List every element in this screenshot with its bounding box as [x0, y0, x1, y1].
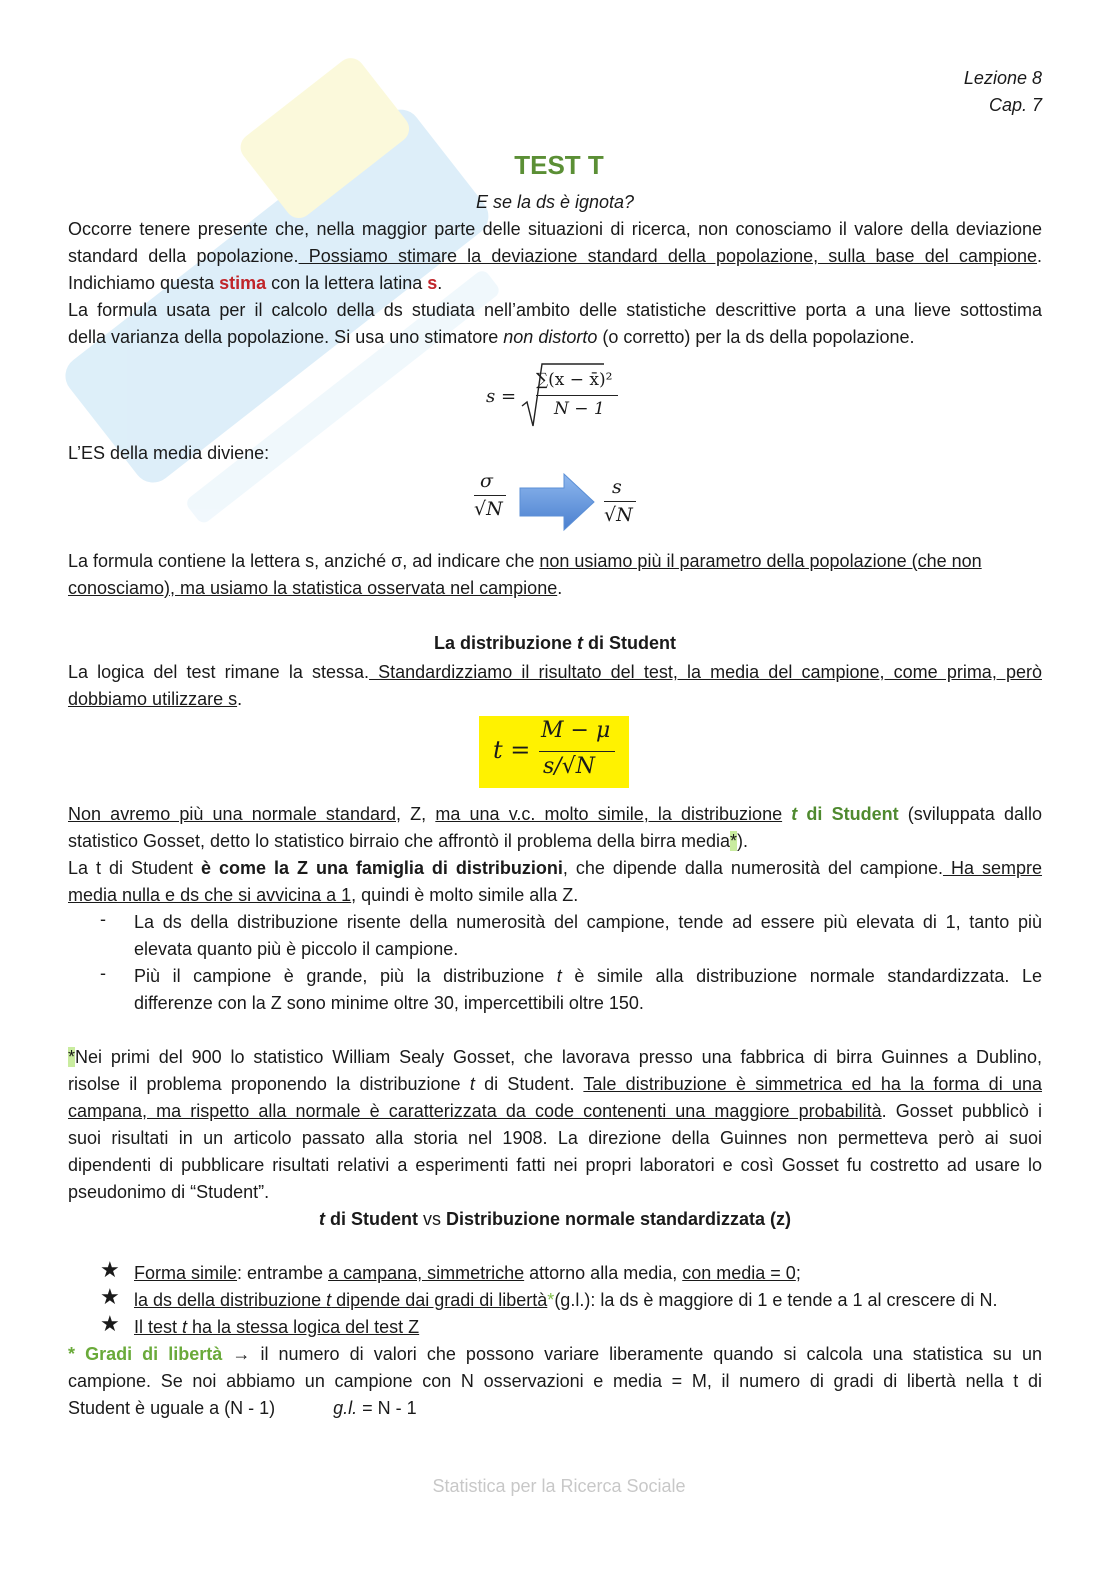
p3-line-2	[68, 686, 1042, 713]
dash-bullet-icon: -	[100, 963, 106, 983]
star-item-1	[134, 1260, 1042, 1287]
bullet-1-line-2: elevata quanto più è piccolo il campione.	[134, 939, 459, 959]
underlined-text: a campana, simmetriche	[328, 1263, 525, 1283]
formula-t-statistic	[479, 716, 629, 788]
text-run	[782, 804, 791, 824]
text-run: .	[1036, 246, 1042, 266]
star-bullet-icon: ★	[100, 1311, 120, 1336]
fraction-bar	[604, 501, 636, 502]
p4-line-4	[68, 882, 1042, 909]
text-run: vs	[417, 1209, 446, 1229]
page-title: TEST T	[514, 150, 604, 180]
comparison-heading	[68, 1206, 1042, 1233]
text-run: Student è uguale a (N - 1)	[68, 1398, 276, 1418]
text-run: = N - 1	[357, 1398, 417, 1418]
underlined-text: campana, ma rispetto alla normale è caratterizzata da code contenenti una maggiore probabilità	[68, 1101, 882, 1121]
text-run: .	[237, 689, 243, 709]
footnote-marker: *	[547, 1290, 555, 1310]
es-right-numerator: s	[612, 476, 622, 498]
text-run: (o corretto) per la ds della popolazione.	[597, 327, 915, 347]
text-run: è simile alla distribuzione normale standardizzata. Le	[561, 966, 1043, 986]
italic-text: t	[577, 633, 583, 653]
text-run: di Student	[583, 633, 676, 653]
text-run: attorno alla media,	[524, 1263, 683, 1283]
formula-lhs: t =	[493, 736, 531, 764]
gdl-line-1	[68, 1341, 1042, 1368]
gdl-line-3	[68, 1395, 1042, 1422]
p1-line-5	[68, 324, 1042, 351]
text-run: standard della popolazione.	[68, 246, 299, 266]
underlined-text: Il test	[134, 1317, 183, 1337]
formula-lhs: s =	[486, 386, 517, 407]
italic-bold-text: t	[318, 1209, 325, 1229]
bold-text: è come la Z una famiglia di distribuzioni	[201, 858, 563, 878]
text-run: La distribuzione	[433, 633, 577, 653]
underlined-text: non usiamo più il parametro della popolazione (che non	[539, 551, 982, 571]
underlined-text: dobbiamo utilizzare s	[68, 689, 238, 709]
section-heading-t-student	[68, 630, 1042, 657]
es-right-denominator: √N	[604, 504, 633, 526]
underlined-text: Ha sempre	[943, 858, 1042, 878]
note-line-4: suoi risultati in un articolo passato alla storia nel 1908. La direzione della Guinnes non permetteva però ai suoi	[68, 1128, 1042, 1148]
text-run: La logica del test rimane la stessa.	[68, 662, 369, 682]
underlined-text: media nulla e ds che si avvicina a 1	[68, 885, 352, 905]
p2-line-1	[68, 548, 1042, 575]
text-run: risolse il problema proponendo la distribuzione	[68, 1074, 470, 1094]
es-left-numerator: σ	[480, 470, 493, 492]
fraction-bar	[539, 751, 615, 752]
underlined-text: dipende dai gradi di libertà	[331, 1290, 548, 1310]
note-line-6: pseudonimo di “Student”.	[68, 1182, 270, 1202]
text-run: .	[437, 273, 443, 293]
underlined-italic-text: t	[182, 1317, 188, 1337]
p4-line-1	[68, 801, 1042, 828]
formula-standard-error	[470, 470, 650, 534]
underlined-text: ha la stessa logica del test Z	[187, 1317, 420, 1337]
star-bullet-icon: ★	[100, 1284, 120, 1309]
text-run: Più il campione è grande, più la distribuzione	[134, 966, 557, 986]
text-run: di Student.	[474, 1074, 584, 1094]
underlined-text: Standardizziamo il risultato del test, la media del campione, come prima, però	[369, 662, 1042, 682]
text-run: , Z,	[396, 804, 436, 824]
text-run: della varianza della popolazione. Si usa uno stimatore	[68, 327, 504, 347]
footnote-marker: *	[729, 831, 737, 851]
underlined-text: con media = 0	[682, 1263, 796, 1283]
p4-line-2	[68, 828, 1042, 855]
stima-highlight: stima	[219, 273, 267, 293]
note-line-5: dipendenti di pubblicare risultati relativi a esperimenti fatti nei propri laboratori e così Gosset fu costretto ad usare lo	[68, 1155, 1042, 1175]
p1-line-4: La formula usata per il calcolo della ds studiata nell’ambito delle statistiche descrittive porta a una lieve sottostima	[68, 300, 1042, 320]
italic-text: non distorto	[503, 327, 598, 347]
bullet-1-line-1: La ds della distribuzione risente della numerosità del campione, tende ad essere più elevata di 1, tanto più	[134, 912, 1042, 932]
p4-line-3	[68, 855, 1042, 882]
text-run: ;	[795, 1263, 801, 1283]
fraction-bar	[474, 495, 506, 496]
text-run: → il numero di valori che possono variare liberamente quando si calcola una statistica su un	[222, 1344, 1042, 1364]
es-line: L’ES della media diviene:	[68, 443, 270, 463]
text-run: , quindi è molto simile alla Z.	[351, 885, 579, 905]
gdl-line-2: campione. Se noi abbiamo un campione con N osservazioni e media = M, il numero di gradi di libertà nella t di	[68, 1371, 1042, 1391]
note-line-2	[68, 1071, 1042, 1098]
t-highlight: t	[791, 804, 798, 824]
note-line-3	[68, 1098, 1042, 1125]
text-run: con la lettera latina	[266, 273, 428, 293]
page-footer: Statistica per la Ricerca Sociale	[432, 1476, 686, 1496]
text-run: statistico Gosset, detto lo statistico birraio che affrontò il problema della birra media	[68, 831, 730, 851]
s-highlight: s	[427, 273, 438, 293]
formula-denominator: N − 1	[554, 399, 605, 419]
text-run: .	[557, 578, 563, 598]
dash-bullet-icon: -	[100, 909, 106, 929]
text-run: Nei primi del 900 lo statistico William Sealy Gosset, che lavorava presso una fabbrica di birra Guinnes a Dublino,	[75, 1047, 1042, 1067]
text-run: (g.l.): la ds è maggiore di 1 e tende a 1 al crescere di N.	[554, 1290, 998, 1310]
formula-numerator: M − μ	[541, 718, 611, 743]
text-run: ).	[737, 831, 748, 851]
p1-line-2	[68, 243, 1042, 270]
fraction-bar	[536, 395, 618, 396]
text-run: Indichiamo questa	[68, 273, 220, 293]
p2-line-2	[68, 575, 1042, 602]
p1-line-1: Occorre tenere presente che, nella maggior parte delle situazioni di ricerca, non conosciamo il valore della deviazione	[68, 219, 1042, 239]
underlined-text: conosciamo), ma usiamo la statistica osservata nel campione	[68, 578, 558, 598]
underlined-text: Forma simile	[134, 1263, 238, 1283]
star-item-2	[134, 1287, 1042, 1314]
star-bullet-icon: ★	[100, 1257, 120, 1282]
right-arrow-icon	[518, 472, 598, 532]
chapter-label: Cap. 7	[988, 95, 1042, 115]
text-run: , che dipende dalla numerosità del campione.	[562, 858, 943, 878]
underlined-text: Possiamo stimare la deviazione standard della popolazione, sulla base del campione	[298, 246, 1037, 266]
text-run: (sviluppata dallo	[898, 804, 1042, 824]
subtitle: E se la ds è ignota?	[475, 192, 635, 212]
p3-line-1	[68, 659, 1042, 686]
lesson-label: Lezione 8	[963, 68, 1042, 88]
underlined-text: Tale distribuzione è simmetrica ed ha la forma di una	[583, 1074, 1042, 1094]
underlined-text: Non avremo più una normale standard	[68, 804, 396, 824]
text-run: . Gosset pubblicò i	[881, 1101, 1042, 1121]
star-item-3	[134, 1314, 1042, 1341]
underlined-text: ma una v.c. molto simile, la distribuzione	[435, 804, 783, 824]
text-run: : entrambe	[237, 1263, 329, 1283]
footnote-marker: *	[68, 1047, 76, 1067]
italic-text: t	[556, 966, 562, 986]
text-run: La formula contiene la lettera s, anziché σ, ad indicare che	[68, 551, 540, 571]
formula-sample-sd	[480, 360, 640, 430]
italic-text: g.l.	[333, 1398, 358, 1418]
gdl-term: * Gradi di libertà	[68, 1344, 223, 1364]
p1-line-3	[68, 270, 1042, 297]
bold-text: di Student	[324, 1209, 418, 1229]
formula-numerator: ∑(x − x̄)²	[536, 370, 613, 390]
underlined-italic-text: t	[326, 1290, 332, 1310]
bullet-2-line-1	[134, 963, 1042, 990]
note-line-1	[68, 1044, 1042, 1071]
student-highlight: di Student	[797, 804, 899, 824]
formula-denominator: s/√N	[543, 754, 595, 779]
bold-text: Distribuzione normale standardizzata (z)	[445, 1209, 792, 1229]
bullet-2-line-2: differenze con la Z sono minime oltre 30, impercettibili oltre 150.	[134, 993, 644, 1013]
text-run: La t di Student	[68, 858, 201, 878]
es-left-denominator: √N	[474, 498, 503, 520]
underlined-text: la ds della distribuzione	[134, 1290, 327, 1310]
italic-text: t	[469, 1074, 475, 1094]
